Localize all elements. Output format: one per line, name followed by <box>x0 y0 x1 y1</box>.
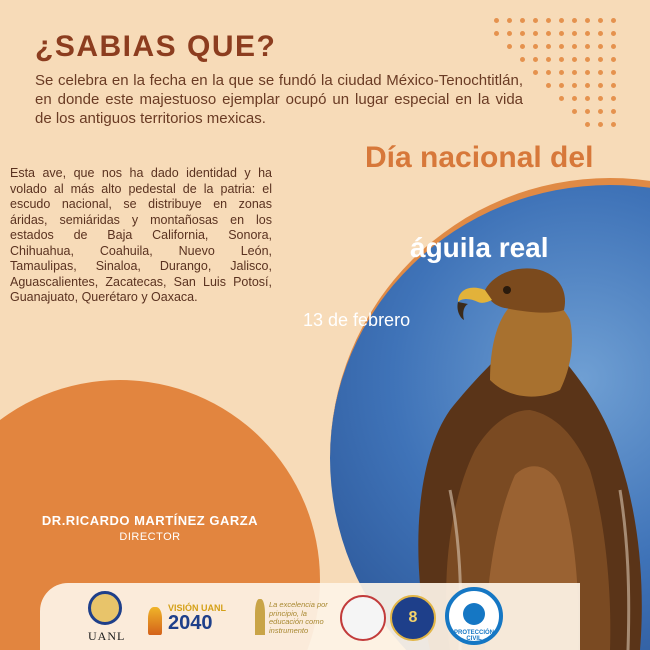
dot <box>520 18 525 23</box>
dot <box>585 18 590 23</box>
dot <box>598 83 603 88</box>
dot <box>598 44 603 49</box>
dot <box>507 44 512 49</box>
dot <box>572 44 577 49</box>
dot <box>585 57 590 62</box>
proteccion-civil-label: PROTECCIÓN CIVIL <box>453 630 494 642</box>
dot <box>611 109 616 114</box>
vision-2040-logo <box>148 603 234 641</box>
dot <box>611 96 616 101</box>
dot <box>546 57 551 62</box>
dot <box>611 122 616 127</box>
intro-paragraph: Se celebra en la fecha en la que se fundó la ciudad México-Tenochtitlán, en donde este majestuoso ejemplar ocupó un lugar especial en la vida de los antiguos territorios mexicas. <box>35 72 523 127</box>
flame-icon <box>148 607 162 635</box>
dot <box>611 70 616 75</box>
dot <box>572 57 577 62</box>
vision-year: 2040 <box>168 612 213 634</box>
dot <box>572 31 577 36</box>
title-line-2: águila real <box>410 232 549 263</box>
sustentabilidad-logo <box>445 587 503 645</box>
dot <box>572 70 577 75</box>
dot <box>494 31 499 36</box>
dot <box>611 18 616 23</box>
dot <box>572 96 577 101</box>
dot <box>533 31 538 36</box>
headline: ¿SABIAS QUE? <box>35 30 277 63</box>
excelencia-slogan: La excelencia por principio, la educación como instrumento <box>269 600 328 635</box>
dot <box>533 18 538 23</box>
dot <box>611 57 616 62</box>
dot <box>585 109 590 114</box>
dot <box>585 122 590 127</box>
signer-role: DIRECTOR <box>119 531 181 543</box>
dot <box>598 70 603 75</box>
dot <box>585 31 590 36</box>
dot <box>611 83 616 88</box>
dot <box>559 44 564 49</box>
dot <box>598 96 603 101</box>
dot <box>520 31 525 36</box>
dot <box>598 122 603 127</box>
dot <box>585 44 590 49</box>
dot <box>611 44 616 49</box>
dot <box>611 31 616 36</box>
dot <box>598 57 603 62</box>
dot <box>559 57 564 62</box>
dot <box>546 18 551 23</box>
dot <box>598 18 603 23</box>
dot <box>520 57 525 62</box>
body-paragraph: Esta ave, que nos ha dado identidad y ha volado al más alto pedestal de la patria: el escudo nacional, se distribuye en zonas áridas, semiáridas y montañosas en los estados de Baja California, Sonora, Chihuahua, Coahuila, Nuevo León, Tamaulipas, Sinaloa, Durango, Jalisco, Aguascalientes, Zacatecas, San Luis Potosí, Guanajuato, Querétaro y Oaxaca. <box>10 166 272 304</box>
signer-block <box>0 513 300 543</box>
dot <box>559 83 564 88</box>
dot <box>546 83 551 88</box>
uanl-wordmark: UANL <box>88 629 126 643</box>
dot <box>585 83 590 88</box>
signer-name: DR.RICARDO MARTÍNEZ GARZA <box>41 513 259 528</box>
prepa-8-logo: 8 <box>390 595 436 641</box>
dot <box>533 70 538 75</box>
triangle-icon <box>463 603 485 625</box>
event-date: 13 de febrero <box>303 310 411 330</box>
dot <box>585 96 590 101</box>
dot <box>598 31 603 36</box>
dot <box>533 44 538 49</box>
dot <box>546 44 551 49</box>
dot <box>559 31 564 36</box>
dot <box>559 70 564 75</box>
dot <box>520 44 525 49</box>
dot <box>507 18 512 23</box>
dot <box>546 31 551 36</box>
dot <box>572 18 577 23</box>
torch-icon <box>255 599 265 635</box>
dot <box>559 18 564 23</box>
school-seal-logo <box>340 595 386 641</box>
dot <box>572 109 577 114</box>
dot <box>546 70 551 75</box>
dot <box>572 83 577 88</box>
logo-strip <box>40 583 580 650</box>
excelencia-logo <box>255 597 345 643</box>
uanl-seal-logo <box>88 591 122 625</box>
dot <box>559 96 564 101</box>
dot <box>494 18 499 23</box>
title-line-1: Día nacional del <box>365 141 594 174</box>
vision-label: VISIÓN UANL <box>168 603 227 613</box>
dot <box>533 57 538 62</box>
dot <box>585 70 590 75</box>
dot <box>507 31 512 36</box>
dot <box>598 109 603 114</box>
